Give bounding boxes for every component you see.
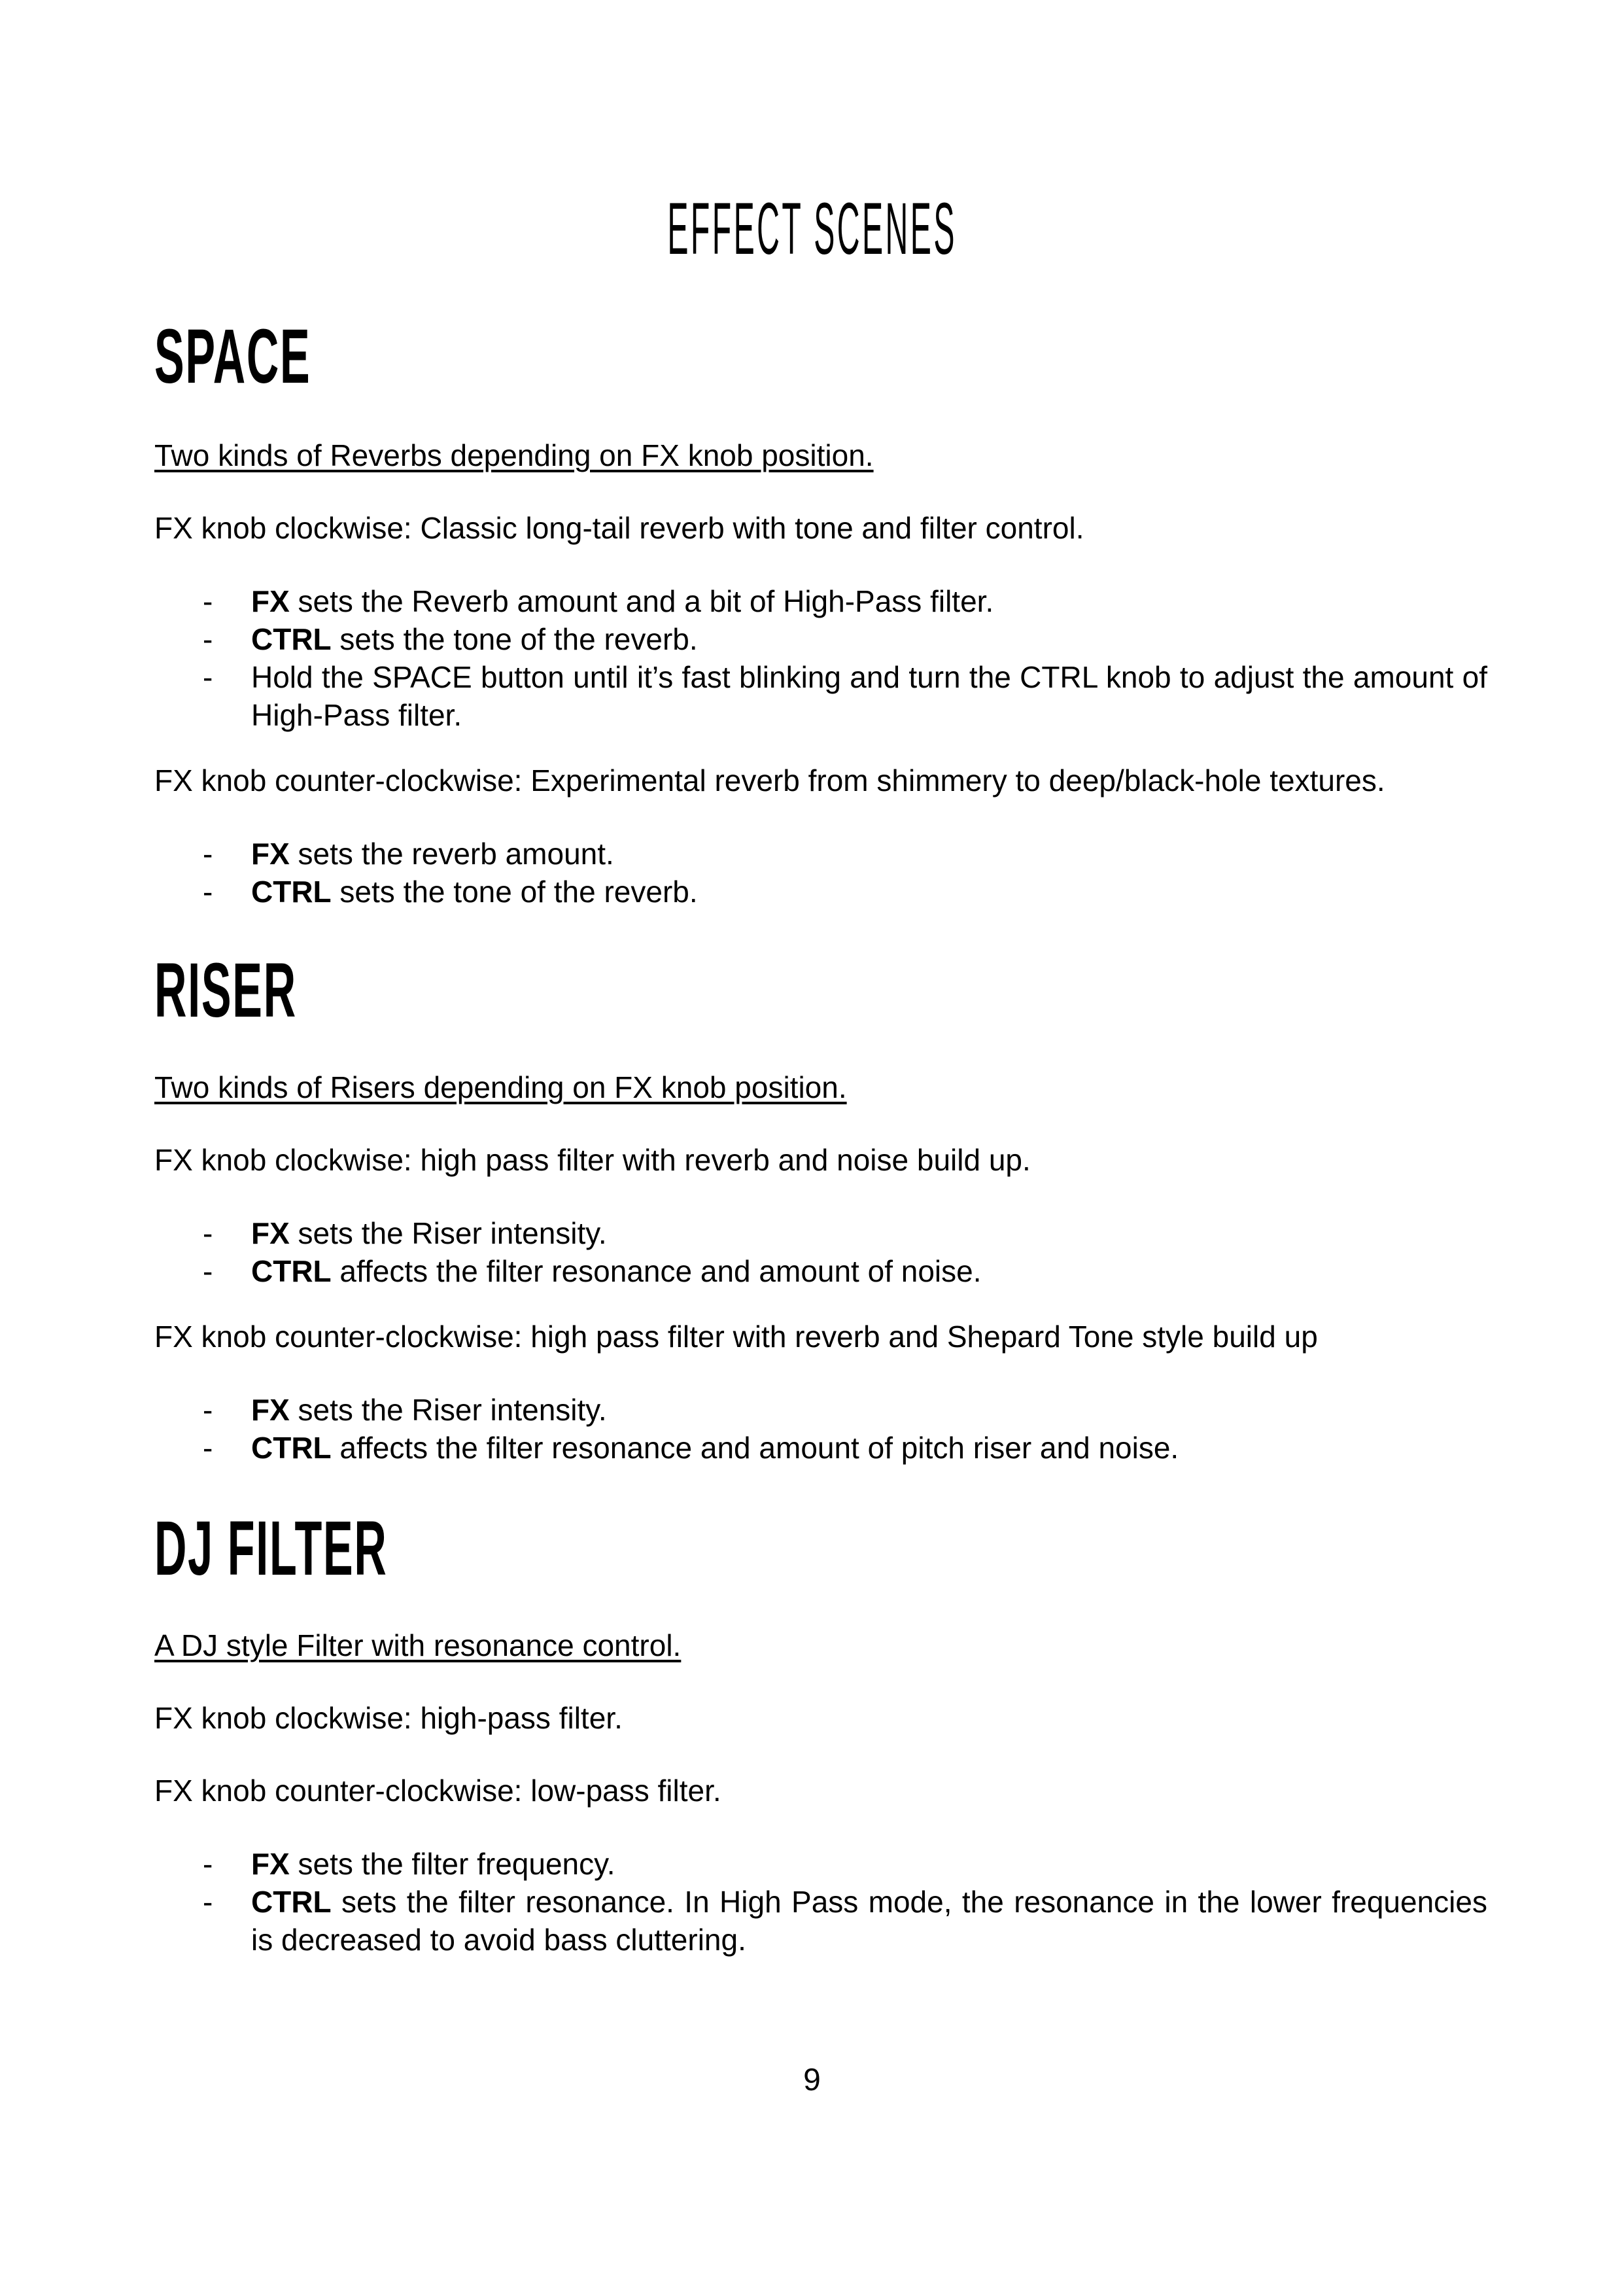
page-title [0,190,1624,268]
bullet-marker: - [203,1393,213,1427]
list-item-text: sets the filter resonance. In High Pass mode, the resonance in the lower frequencies is decreased to avoid bass cluttering. [251,1885,1487,1957]
list-item-text: affects the filter resonance and amount of noise. [331,1254,982,1288]
bullet-marker: - [203,1254,213,1288]
dj-filter-intro-text: A DJ style Filter with resonance control. [154,1628,682,1662]
space-paragraph-counter-clockwise: FX knob counter-clockwise: Experimental reverb from shimmery to deep/black-hole textures. [154,763,1385,797]
riser-paragraph-counter-clockwise: FX knob counter-clockwise: high pass filter with reverb and Shepard Tone style build up [154,1320,1318,1354]
list-item-text: sets the tone of the reverb. [331,875,698,909]
bullet-marker: - [203,837,213,871]
list-item-text: sets the Riser intensity. [289,1393,607,1427]
page-number: 9 [803,2063,821,2097]
riser-list-counter-clockwise [154,1391,1487,1467]
section-heading-riser-text: RISER [154,947,297,1034]
bullet-marker: - [203,584,213,618]
riser-list-clockwise [154,1214,1487,1290]
list-item-text: sets the filter frequency. [289,1847,615,1881]
list-item [154,658,1487,734]
list-item [154,1214,1487,1252]
list-item-text: sets the reverb amount. [289,837,614,871]
section-heading-dj-filter-text: DJ FILTER [154,1505,388,1592]
list-item-text: sets the tone of the reverb. [331,622,698,656]
list-item-label: FX [251,1216,290,1250]
list-item-label: CTRL [251,1254,332,1288]
bullet-marker: - [203,1885,213,1919]
dj-filter-paragraph-clockwise: FX knob clockwise: high-pass filter. [154,1701,623,1735]
list-item-text: sets the Reverb amount and a bit of High-Pass filter. [289,584,994,618]
list-item-label: CTRL [251,1885,332,1919]
bullet-marker: - [203,660,213,694]
space-intro [154,436,1487,474]
list-item-label: FX [251,1847,290,1881]
list-item-text: sets the Riser intensity. [289,1216,607,1250]
list-item-text: Hold the SPACE button until it’s fast blinking and turn the CTRL knob to adjust the amount of High-Pass filter. [251,660,1487,732]
space-intro-text: Two kinds of Reverbs depending on FX knob position. [154,438,874,472]
space-list-clockwise [154,582,1487,734]
list-item [154,1845,1487,1883]
page-title-text: EFFECT SCENES [667,188,957,270]
section-heading-space [154,313,1487,400]
list-item [154,1883,1487,1959]
list-item [154,835,1487,873]
list-item-label: CTRL [251,1431,332,1465]
list-item-label: FX [251,1393,290,1427]
list-item [154,582,1487,620]
riser-paragraph-clockwise: FX knob clockwise: high pass filter with reverb and noise build up. [154,1143,1031,1177]
bullet-marker: - [203,1216,213,1250]
space-paragraph-clockwise: FX knob clockwise: Classic long-tail reverb with tone and filter control. [154,511,1084,545]
list-item [154,1252,1487,1290]
space-list-counter-clockwise [154,835,1487,911]
list-item-text: affects the filter resonance and amount of pitch riser and noise. [331,1431,1179,1465]
section-heading-dj-filter [154,1505,1487,1592]
list-item [154,620,1487,658]
section-heading-riser [154,947,1487,1034]
list-item [154,1429,1487,1467]
list-item-label: CTRL [251,622,332,656]
list-item-label: CTRL [251,875,332,909]
list-item [154,1391,1487,1429]
dj-filter-paragraph-counter-clockwise: FX knob counter-clockwise: low-pass filter. [154,1774,721,1808]
bullet-marker: - [203,875,213,909]
dj-filter-intro [154,1626,1487,1664]
list-item-label: FX [251,837,290,871]
riser-intro-text: Two kinds of Risers depending on FX knob position. [154,1070,847,1104]
dj-filter-list [154,1845,1487,1959]
list-item [154,873,1487,911]
bullet-marker: - [203,1431,213,1465]
bullet-marker: - [203,1847,213,1881]
bullet-marker: - [203,622,213,656]
list-item-label: FX [251,584,290,618]
section-heading-space-text: SPACE [154,313,311,400]
riser-intro [154,1068,1487,1106]
